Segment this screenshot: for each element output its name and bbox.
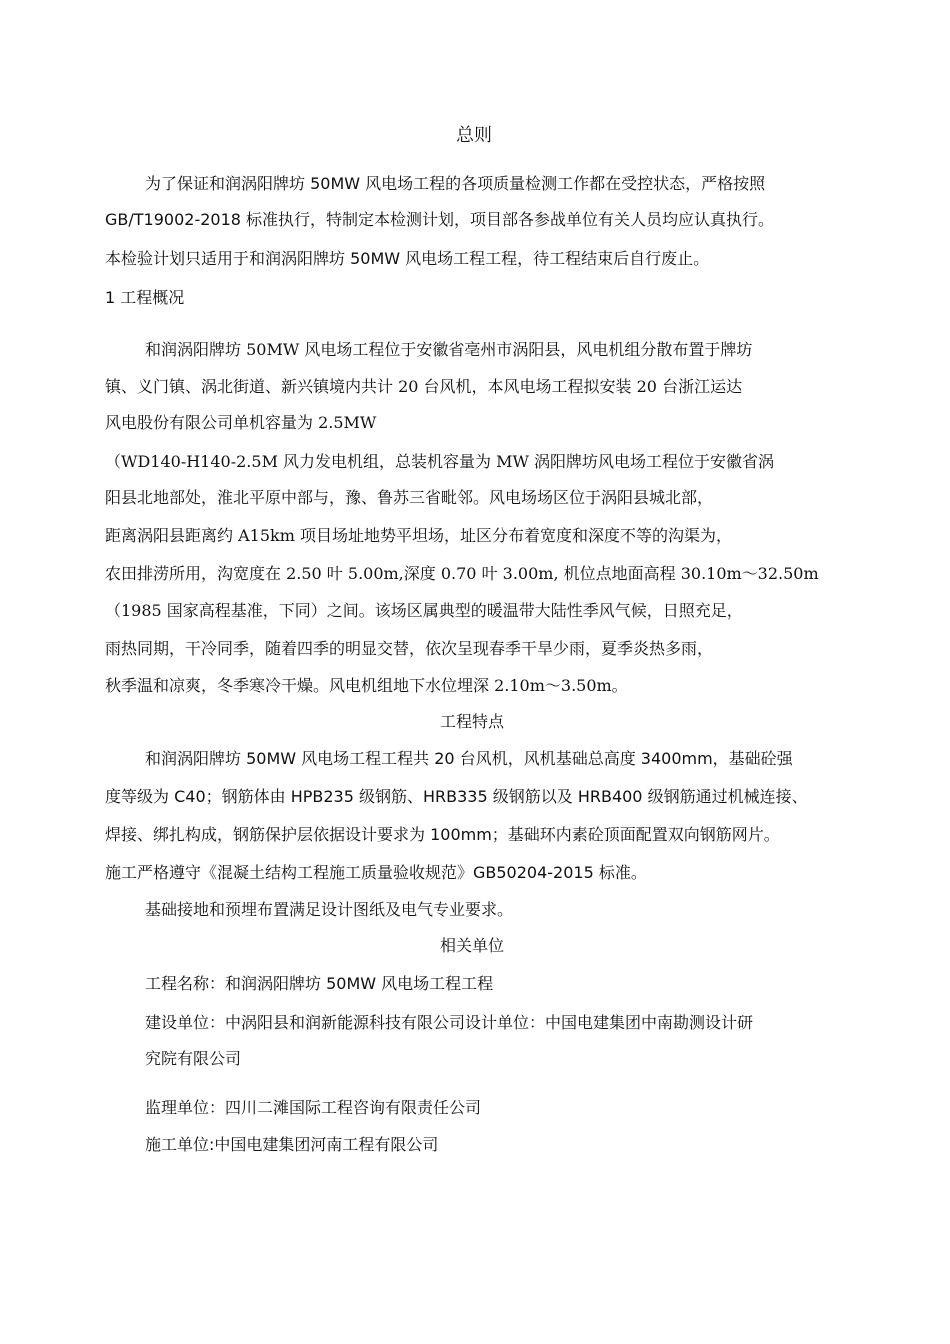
features-line-3: 焊接、绑扎构成，钢筋保护层依据设计要求为 100mm；基础环内素砼顶面配置双向钢筋网片。 — [105, 825, 780, 844]
overview-line-2: 镇、义门镇、涡北街道、新兴镇境内共计 20 台风机，本风电场工程拟安装 20 台浙江运达 — [105, 377, 743, 396]
unit-supervisor: 监理单位：四川二滩国际工程咨询有限责任公司 — [145, 1098, 482, 1117]
overview-line-6: 距离涡阳县距离约 A15km 项目场址地势平坦场，址区分布着宽度和深度不等的沟渠为， — [105, 526, 732, 545]
section-heading-features: 工程特点 — [440, 712, 505, 731]
section-heading-units: 相关单位 — [440, 936, 505, 955]
overview-line-7: 农田排涝所用，沟宽度在 2.50 叶 5.00m,深度 0.70 叶 3.00m, 机位点地面高程 30.10m〜32.50m — [105, 564, 819, 583]
overview-line-5: 阳县北地部处，淮北平原中部与，豫、鲁苏三省毗邻。风电场场区位于涡阳县城北部， — [105, 488, 714, 507]
unit-owner-designer: 建设单位：中涡阳县和润新能源科技有限公司设计单位：中国电建集团中南勘测设计研 — [145, 1013, 754, 1032]
unit-project-name: 工程名称：和润涡阳牌坊 50MW 风电场工程工程 — [145, 974, 494, 993]
intro-line-2: GB/T19002-2018 标准执行，特制定本检测计划，项目部各参战单位有关人员均应认真执行。 — [105, 210, 775, 229]
overview-line-9: 雨热同期，干冷同季，随着四季的明显交替，依次呈现春季干旱少雨，夏季炎热多雨， — [105, 639, 714, 658]
unit-contractor: 施工单位:中国电建集团河南工程有限公司 — [145, 1135, 439, 1154]
overview-line-4: （WD140-H140-2.5M 风力发电机组，总装机容量为 MW 涡阳牌坊风电场工程位于安徽省涡 — [105, 452, 775, 471]
overview-line-3: 风电股份有限公司单机容量为 2.5MW — [105, 413, 377, 432]
features-line-5: 基础接地和预埋布置满足设计图纸及电气专业要求。 — [145, 900, 514, 919]
section-heading-overview: 1 工程概况 — [105, 288, 185, 307]
overview-line-1: 和润涡阳牌坊 50MW 风电场工程位于安徽省亳州市涡阳县，风电机组分散布置于牌坊 — [145, 340, 753, 359]
intro-line-3: 本检验计划只适用于和润涡阳牌坊 50MW 风电场工程工程，待工程结束后自行废止。 — [105, 249, 710, 268]
intro-line-1: 为了保证和润涡阳牌坊 50MW 风电场工程的各项质量检测工作都在受控状态，严格按照 — [145, 174, 766, 193]
features-line-1: 和润涡阳牌坊 50MW 风电场工程工程共 20 台风机，风机基础总高度 3400mm，基础砼强 — [145, 749, 793, 768]
overview-line-8: （1985 国家高程基准，下同）之间。该场区属典型的暖温带大陆性季风气候，日照充足， — [105, 601, 743, 620]
features-line-2: 度等级为 C40；钢筋体由 HPB235 级钢筋、HRB335 级钢筋以及 HRB400 级钢筋通过机械连接、 — [105, 787, 808, 806]
page-title: 总则 — [456, 125, 492, 146]
unit-owner-designer-cont: 究院有限公司 — [145, 1049, 242, 1068]
features-line-4: 施工严格遵守《混凝土结构工程施工质量验收规范》GB50204-2015 标准。 — [105, 863, 647, 882]
overview-line-10: 秋季温和凉爽，冬季寒冷干燥。风电机组地下水位埋深 2.10m〜3.50m。 — [105, 676, 628, 695]
